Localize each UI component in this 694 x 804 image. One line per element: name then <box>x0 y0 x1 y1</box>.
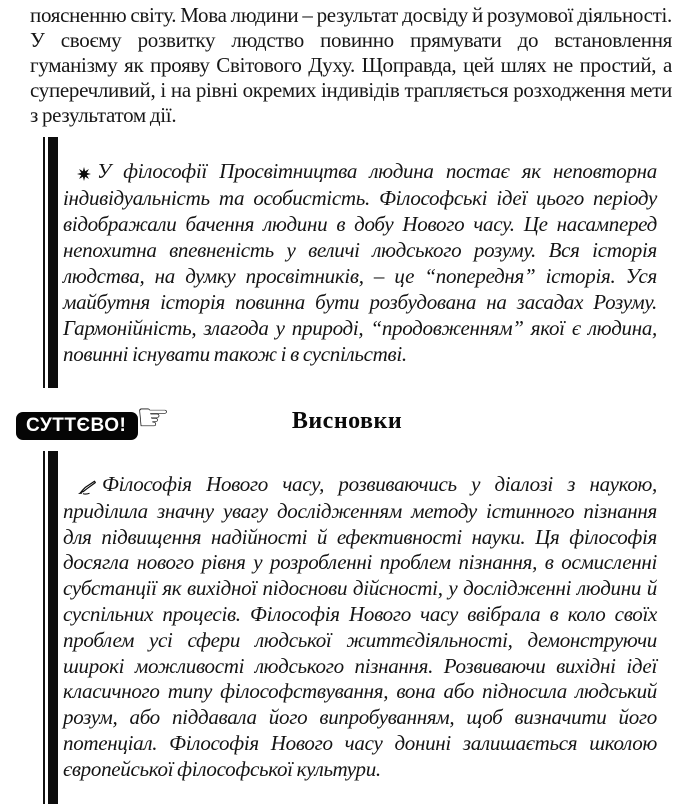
quote-rule-thick <box>48 137 58 388</box>
essential-badge-label: СУТТЄВО! <box>26 415 127 436</box>
quote-rule-thin <box>43 137 45 388</box>
quote-block-conclusions <box>43 451 657 804</box>
quote-block-enlightenment <box>43 137 657 388</box>
quote-paragraph <box>63 472 657 783</box>
quote-paragraph <box>63 158 657 367</box>
quote-text: Філософія Нового часу, розвиваючись у діалозі з наукою, приділила значну увагу дослідженням методу істинного пізнання для підвищення надійності й ефективності науки. Ця філософія досягла нового рівня у розробленні проблем пізнання, в осмисленні субстанції як вихідної підоснови дійсності, у дослідженні людини й суспільних процесів. Філософія Нового часу ввібрала в коло своїх проблем усі сфери людської життєдіяльності, демонструючи широкі можливості людського пізнання. Розвиваючи вихідні ідеї класичного типу філософствування, вона або підносила людський розум, або піддавала його випробуванням, щоб визначити його потенціал. Філософія Нового часу донині залишається школою європейської філософської культури. <box>63 472 657 781</box>
quote-rule-thin <box>43 451 45 804</box>
writing-hand-icon <box>77 473 96 499</box>
intro-paragraph: поясненню світу. Мова людини – результат досвіду й розумової діяльності. У своєму розвитку людство повинно прямувати до встановлення гуманізму як прояву Світового Духу. Щоправда, цей шлях не простий, а суперечливий, і на рівні окремих індивідів трапляється розходження мети з результатом дії. <box>30 3 672 127</box>
quote-rule-thick <box>48 451 58 804</box>
quote-text: У філософії Просвітництва людина постає як неповторна індивідуальність та особистість. Філософські ідеї цього періоду відображали бачення людини в добу Нового часу. Це насамперед непохитна впевненість у величі людського розуму. Вся історія людства, на думку просвітників, – це “попередня” історія. Уся майбутня історія повинна бути розбудована на засадах Розуму. Гармонійність, злагода у природі, “продовженням” якої є людина, повинні існувати також і в суспільстві. <box>63 159 657 366</box>
star-icon <box>77 159 91 185</box>
section-header <box>0 395 694 448</box>
pointing-hand-icon: ☞ <box>136 395 171 439</box>
essential-badge <box>16 412 138 440</box>
section-title: Висновки <box>291 408 403 434</box>
